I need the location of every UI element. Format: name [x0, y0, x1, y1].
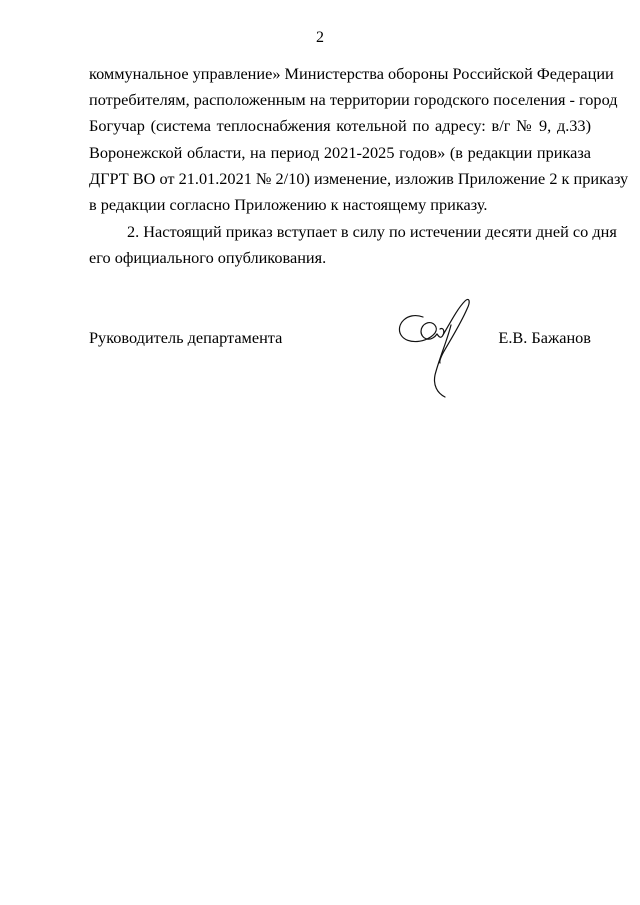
signatory-title: Руководитель департамента [89, 328, 283, 347]
paragraph-1-line: потребителям, расположенным на территории городского поселения - город [89, 90, 618, 110]
paragraph-1-line: в редакции согласно Приложению к настоящему приказу. [89, 195, 488, 215]
paragraph-2-line: его официального опубликования. [89, 248, 327, 268]
paragraph-1-line: Богучар (система теплоснабжения котельной по адресу: в/г № 9, д.33) [89, 116, 591, 136]
paragraph-2-line: 2. Настоящий приказ вступает в силу по истечении десяти дней со дня [127, 222, 617, 241]
paragraph-1-line: коммунальное управление» Министерства обороны Российской Федерации [89, 64, 614, 83]
paragraph-1-line: ДГРТ ВО от 21.01.2021 № 2/10) изменение, изложив Приложение 2 к приказу [89, 168, 629, 188]
page-number: 2 [316, 29, 324, 46]
paragraph-1 [89, 61, 629, 218]
paragraph-1-line: Воронежской области, на период 2021-2025 годов» (в редакции приказа [89, 142, 591, 162]
signature-block [89, 327, 591, 353]
handwritten-signature [393, 295, 483, 400]
paragraph-2 [89, 219, 617, 271]
signatory-name: Е.В. Бажанов [498, 328, 591, 347]
